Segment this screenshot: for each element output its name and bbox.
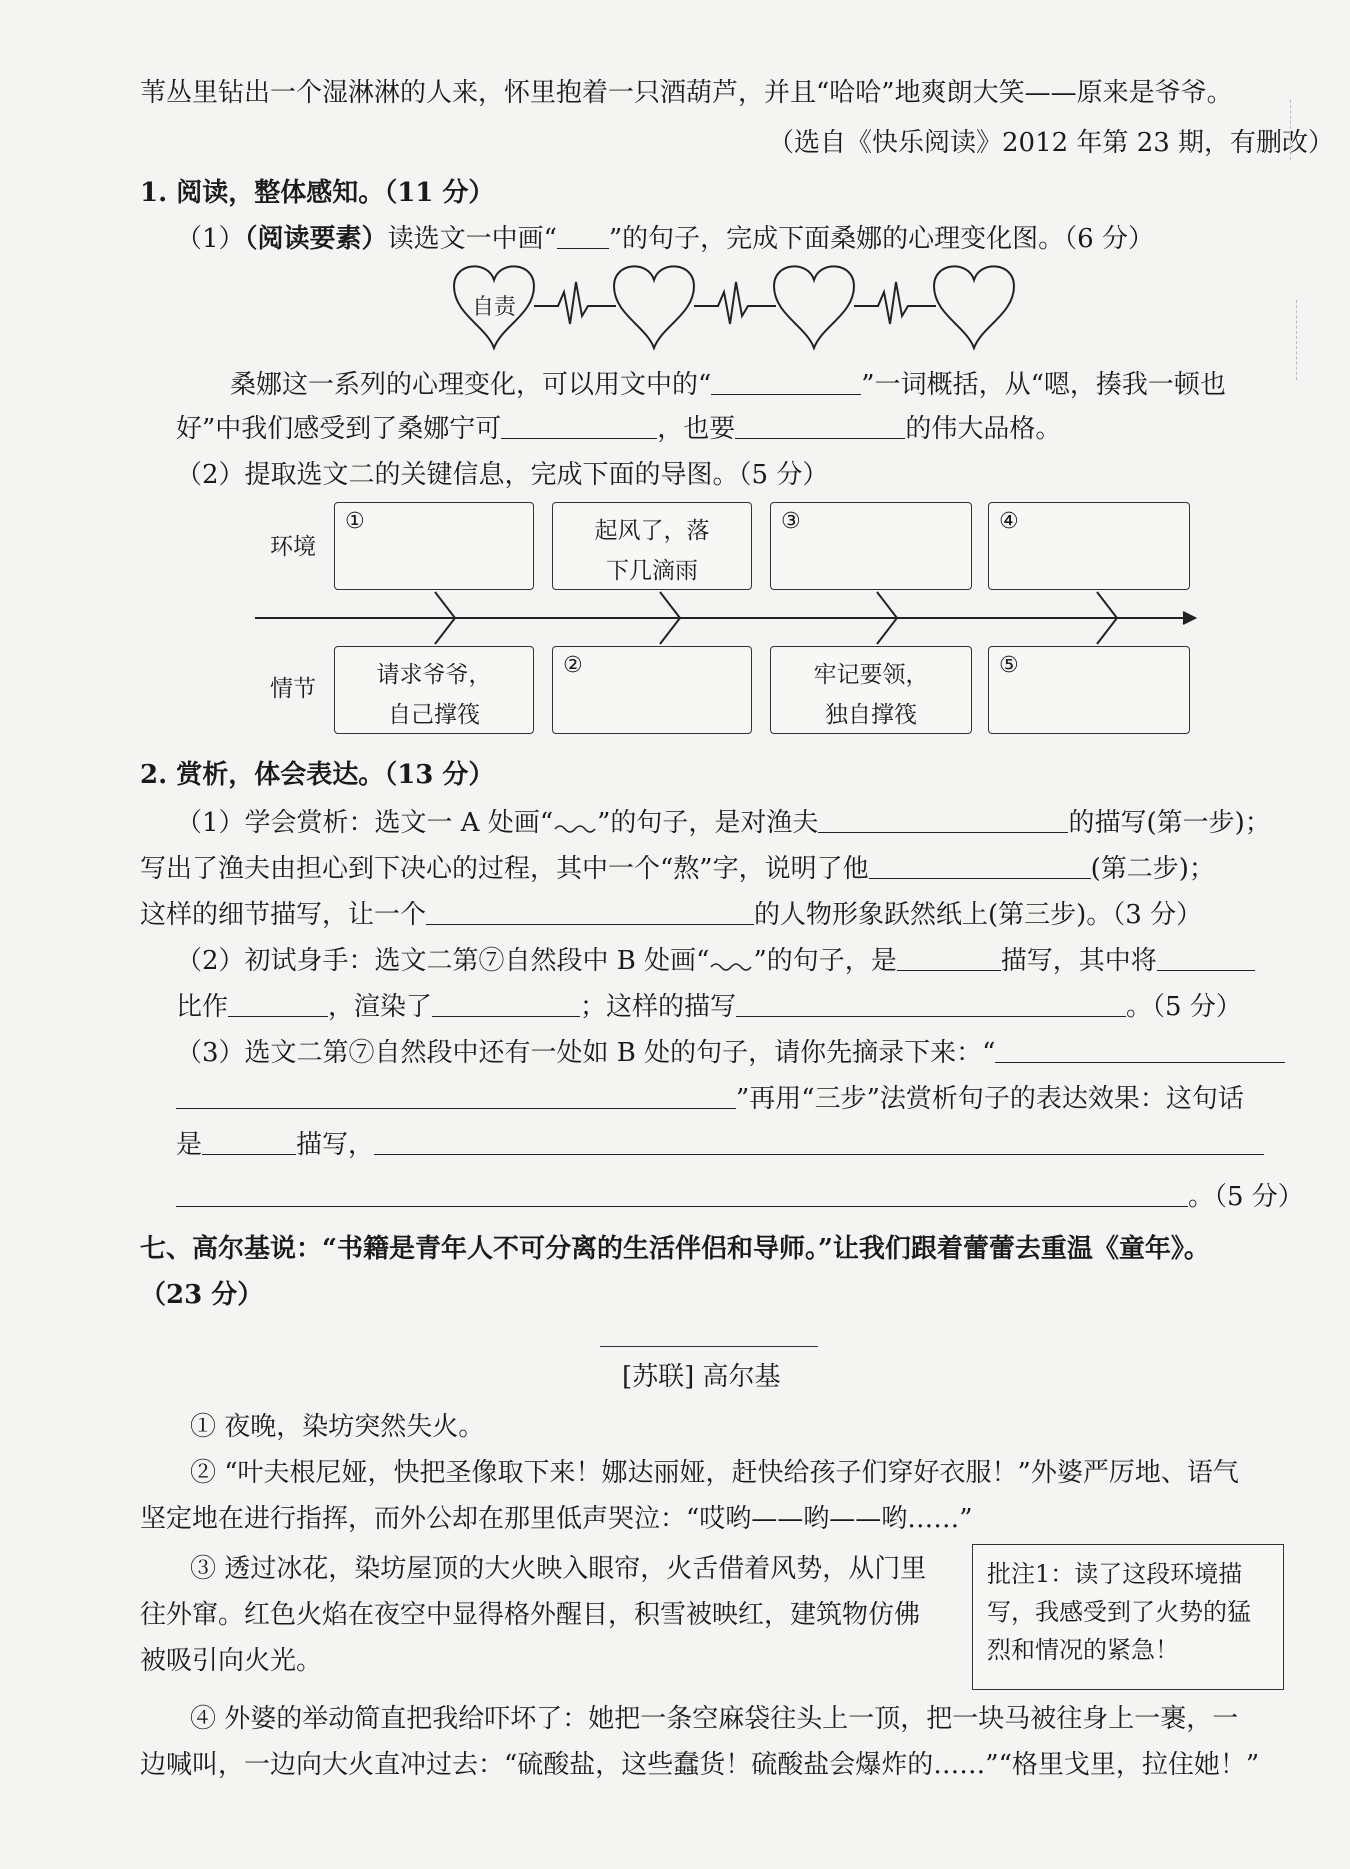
section7-score: （23 分） [140, 1280, 264, 1310]
plot-box-2: ② [552, 646, 752, 734]
q2-line3: 这样的细节描写，让一个 的人物形象跃然纸上(第三步)。（3 分） [140, 900, 1203, 930]
q2-line4: （2）初试身手：选文二第⑦自然段中 B 处画“ ”的句子，是 描写，其中将 [176, 944, 1255, 978]
env-box-3: ③ [770, 502, 972, 590]
plot-box-1: 请求爷爷， 自己撑筏 [334, 646, 534, 734]
passage-para2b: 坚定地在进行指挥，而外公却在那里低声哭泣：“哎哟——哟——哟……” [140, 1504, 973, 1534]
plot-box-4: ⑤ [988, 646, 1190, 734]
q1-part2: （2）提取选文二的关键信息，完成下面的导图。（5 分） [176, 460, 829, 490]
q2-line7: ”再用“三步”法赏析句子的表达效果：这句话 [176, 1082, 1244, 1116]
q2-line6: （3）选文二第⑦自然段中还有一处如 B 处的句子，请你先摘录下来：“ [176, 1036, 1285, 1070]
row-label-environment: 环境 [270, 534, 316, 560]
q1-title: 1. 阅读，整体感知。（11 分） [140, 178, 495, 208]
passage-para4b: 边喊叫，一边向大火直冲过去：“硫酸盐，这些蠢货！硫酸盐会爆炸的……”“格里戈里，拉住她！” [140, 1750, 1260, 1780]
heart-3 [774, 266, 854, 348]
passage-para2a: ② “叶夫根尼娅，快把圣像取下来！娜达丽娅，赶快给孩子们穿好衣服！”外婆严厉地、语气 [190, 1458, 1239, 1488]
heart-chain-diagram [448, 262, 1018, 354]
section7-title: 七、高尔基说：“书籍是青年人不可分离的生活伴侣和导师。”让我们跟着蕾蕾去重温《童年》。 [140, 1234, 1210, 1264]
env-box-1: ① [334, 502, 534, 590]
row-label-plot: 情节 [270, 676, 316, 702]
q2-line5: 比作 ，渲染了 ；这样的描写 。（5 分） [176, 992, 1242, 1022]
q2-title: 2. 赏析，体会表达。（13 分） [140, 760, 495, 790]
q2-line2: 写出了渔夫由担心到下决心的过程，其中一个“熬”字，说明了他 (第二步)； [140, 854, 1215, 884]
margin-mark [1290, 100, 1291, 160]
margin-mark-2 [1296, 300, 1297, 380]
passage-para1: ① 夜晚，染坊突然失火。 [190, 1412, 485, 1442]
env-box-2: 起风了，落 下几滴雨 [552, 502, 752, 590]
source-citation: （选自《快乐阅读》2012 年第 23 期，有删改） [768, 128, 1335, 158]
q2-line8: 是 描写， [176, 1128, 1264, 1162]
passage-author: [苏联] 高尔基 [622, 1362, 781, 1392]
passage-para3b: 往外窜。红色火焰在夜空中显得格外醒目，积雪被映红，建筑物仿佛 [140, 1600, 921, 1630]
pulse-line-2 [694, 282, 776, 324]
passage-ending: 苇丛里钻出一个湿淋淋的人来，怀里抱着一只酒葫芦，并且“哈哈”地爽朗大笑——原来是爷爷。 [140, 78, 1233, 108]
pulse-line-3 [854, 282, 936, 324]
q1-part1: （1）（阅读要素）读选文一中画“ ”的句子，完成下面桑娜的心理变化图。（6 分） [176, 224, 1154, 254]
q1-fill-line1: 桑娜这一系列的心理变化，可以用文中的“ ”一词概括，从“嗯，揍我一顿也 [230, 370, 1226, 400]
heart-4 [934, 266, 1014, 348]
heart-label-first: 自责 [471, 295, 517, 320]
passage-para4a: ④ 外婆的举动简直把我给吓坏了：她把一条空麻袋往头上一顶，把一块马被往身上一裹，一 [190, 1704, 1239, 1734]
heart-2 [614, 266, 694, 348]
env-box-4: ④ [988, 502, 1190, 590]
q2-line1: （1）学会赏析：选文一 A 处画“ ”的句子，是对渔夫 的描写(第一步)； [176, 808, 1271, 838]
q1-fill-line2: 好”中我们感受到了桑娜宁可 ，也要 的伟大品格。 [176, 414, 1062, 444]
plot-box-3: 牢记要领， 独自撑筏 [770, 646, 972, 734]
passage-title-blank [600, 1346, 818, 1347]
passage-para3a: ③ 透过冰花，染坊屋顶的大火映入眼帘，火舌借着风势，从门里 [190, 1554, 927, 1584]
timeline-arrow [255, 588, 1205, 648]
pulse-line-1 [534, 282, 616, 324]
annotation-box: 批注1：读了这段环境描写，我感受到了火势的猛烈和情况的紧急！ [972, 1544, 1284, 1690]
passage-para3c: 被吸引向火光。 [140, 1646, 323, 1676]
q2-line9: 。（5 分） [176, 1180, 1304, 1214]
